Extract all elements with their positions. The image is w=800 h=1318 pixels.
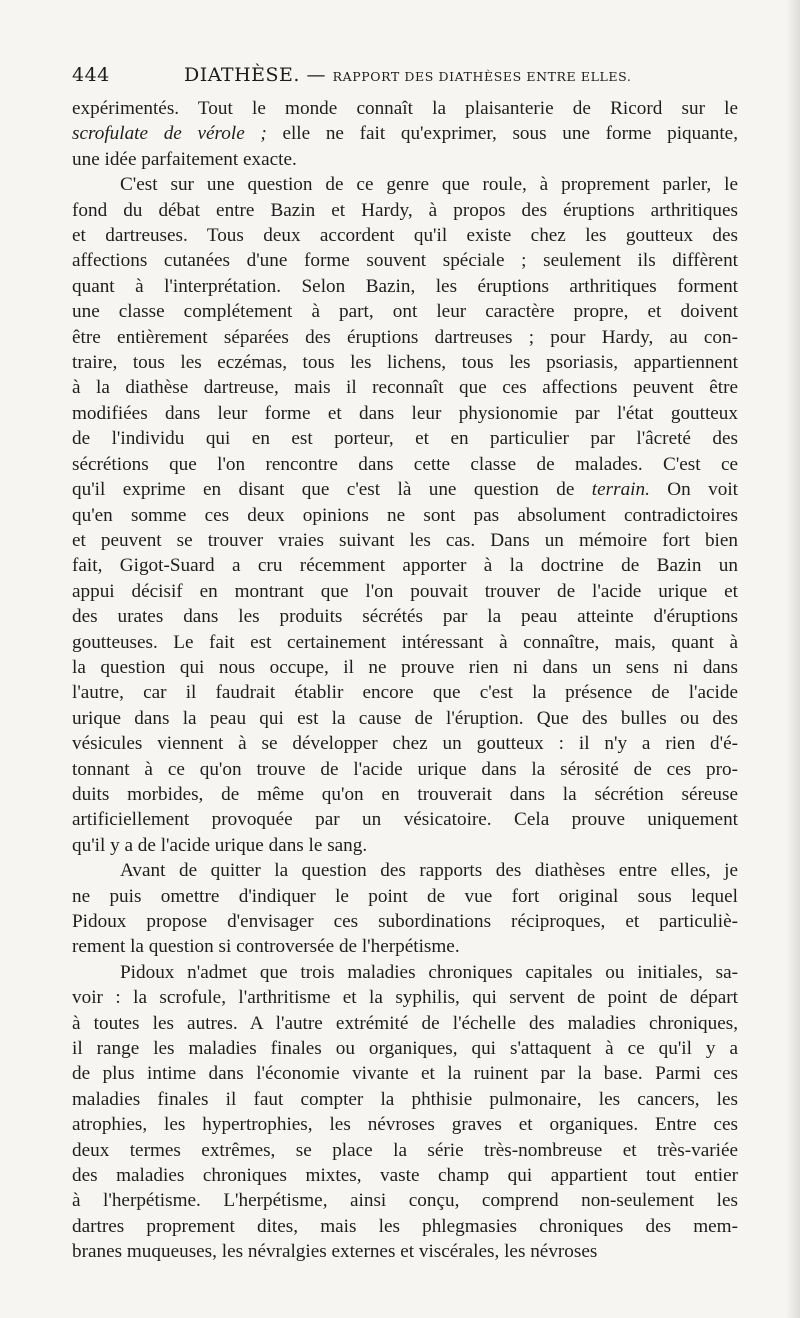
text-line: affections cutanées d'une forme souvent spéciale ; seulement ils diffèrent <box>72 250 738 272</box>
text-line <box>72 477 738 502</box>
text-line: il range les maladies finales ou organiques, qui s'attaquent à ce qu'il y a <box>72 1038 738 1060</box>
text-line: atrophies, les hypertrophies, les névroses graves et organiques. Entre ces <box>72 1114 738 1136</box>
text-line: de plus intime dans l'économie vivante et la ruinent par la base. Parmi ces <box>72 1063 738 1085</box>
text-line: dartres proprement dites, mais les phlegmasies chroniques des mem- <box>72 1215 738 1237</box>
running-head <box>72 64 748 88</box>
text-segment: qu'il exprime en disant que c'est là une question de <box>72 479 592 501</box>
text-line: une idée parfaitement exacte. <box>72 148 297 170</box>
page-number: 444 <box>72 64 110 86</box>
text-segment: elle ne fait qu'exprimer, sous une forme piquante, <box>266 123 738 145</box>
text-line: à l'herpétisme. L'herpétisme, ainsi conçu, comprend non-seulement les <box>72 1190 738 1212</box>
text-line: duits morbides, de même qu'on en trouverait dans la sécrétion séreuse <box>72 783 738 805</box>
text-line: des maladies chroniques mixtes, vaste champ qui appartient tout entier <box>72 1165 738 1187</box>
text-line: voir : la scrofule, l'arthritisme et la syphilis, qui servent de point de départ <box>72 987 738 1009</box>
paragraph <box>72 172 738 858</box>
running-title-main: DIATHÈSE. <box>184 64 300 86</box>
text-line: goutteuses. Le fait est certainement intéressant à connaître, mais, quant à <box>72 631 738 653</box>
body-text <box>72 96 738 1265</box>
text-line: Pidoux propose d'envisager ces subordinations réciproques, et particuliè- <box>72 911 738 932</box>
text-line: vésicules viennent à se développer chez un goutteux : il n'y a rien d'é- <box>72 733 738 755</box>
text-line: et dartreuses. Tous deux accordent qu'il existe chez les goutteux des <box>72 225 738 247</box>
text-line: rement la question si controversée de l'herpétisme. <box>72 936 460 958</box>
text-line <box>72 121 738 146</box>
text-line: Pidoux n'admet que trois maladies chroniques capitales ou initiales, sa- <box>120 961 738 983</box>
text-line: des urates dans les produits sécrétés par la peau atteinte d'éruptions <box>72 606 738 628</box>
text-line: modifiées dans leur forme et dans leur physionomie par l'état goutteux <box>72 402 738 424</box>
paragraph <box>72 96 738 172</box>
page-edge-shadow <box>786 0 800 1318</box>
text-line: quant à l'interprétation. Selon Bazin, les éruptions arthritiques forment <box>72 275 738 297</box>
text-line: de l'individu qui en est porteur, et en particulier par l'âcreté des <box>72 428 738 450</box>
text-line: la question qui nous occupe, il ne prouve rien ni dans un sens ni dans <box>72 656 738 678</box>
running-title-sub: RAPPORT DES DIATHÈSES ENTRE ELLES. <box>332 69 632 84</box>
text-line: être entièrement séparées des éruptions dartreuses ; pour Hardy, au con- <box>72 326 738 348</box>
text-line: à toutes les autres. A l'autre extrémité de l'échelle des maladies chroniques, <box>72 1012 738 1034</box>
text-line: à la diathèse dartreuse, mais il reconnaît que ces affections peuvent être <box>72 377 738 399</box>
running-title-dash: — <box>306 64 327 86</box>
text-line: sécrétions que l'on rencontre dans cette classe de malades. C'est ce <box>72 453 738 475</box>
text-line: appui décisif en montrant que l'on pouvait trouver de l'acide urique et <box>72 580 738 602</box>
text-line: qu'il y a de l'acide urique dans le sang. <box>72 834 368 856</box>
running-title <box>184 64 631 86</box>
italic-text: terrain. <box>591 479 650 501</box>
paragraph <box>72 858 738 960</box>
text-line: maladies finales il faut compter la phthisie pulmonaire, les cancers, les <box>72 1088 738 1110</box>
text-line: une classe complétement à part, ont leur caractère propre, et doivent <box>72 301 738 323</box>
text-line: ne puis omettre d'indiquer le point de vue fort original sous lequel <box>72 885 738 907</box>
text-line: Avant de quitter la question des rapports des diathèses entre elles, je <box>120 860 738 882</box>
text-line: artificiellement provoquée par un vésicatoire. Cela prouve uniquement <box>72 809 738 831</box>
italic-text: scrofulate de vérole ; <box>72 123 267 145</box>
text-line: qu'en somme ces deux opinions ne sont pas absolument contradictoires <box>72 504 738 526</box>
text-line: fait, Gigot-Suard a cru récemment apporter à la doctrine de Bazin un <box>72 555 738 577</box>
text-line: et peuvent se trouver vraies suivant les cas. Dans un mémoire fort bien <box>72 529 738 551</box>
text-line: expérimentés. Tout le monde connaît la plaisanterie de Ricord sur le <box>72 98 738 119</box>
text-line: tonnant à ce qu'on trouve de l'acide urique dans la sérosité de ces pro- <box>72 758 738 780</box>
text-line: urique dans la peau qui est la cause de l'éruption. Que des bulles ou des <box>72 707 738 729</box>
paragraph <box>72 960 738 1265</box>
text-line: fond du débat entre Bazin et Hardy, à propos des éruptions arthritiques <box>72 199 738 221</box>
text-line: l'autre, car il faudrait établir encore que c'est la présence de l'acide <box>72 682 738 704</box>
text-segment: On voit <box>649 479 738 501</box>
text-line: traire, tous les eczémas, tous les lichens, tous les psoriasis, appartiennent <box>72 352 738 374</box>
text-line: branes muqueuses, les névralgies externes et viscérales, les névroses <box>72 1241 598 1263</box>
text-line: C'est sur une question de ce genre que roule, à proprement parler, le <box>120 174 738 196</box>
text-line: deux termes extrêmes, se place la série très-nombreuse et très-variée <box>72 1139 738 1161</box>
